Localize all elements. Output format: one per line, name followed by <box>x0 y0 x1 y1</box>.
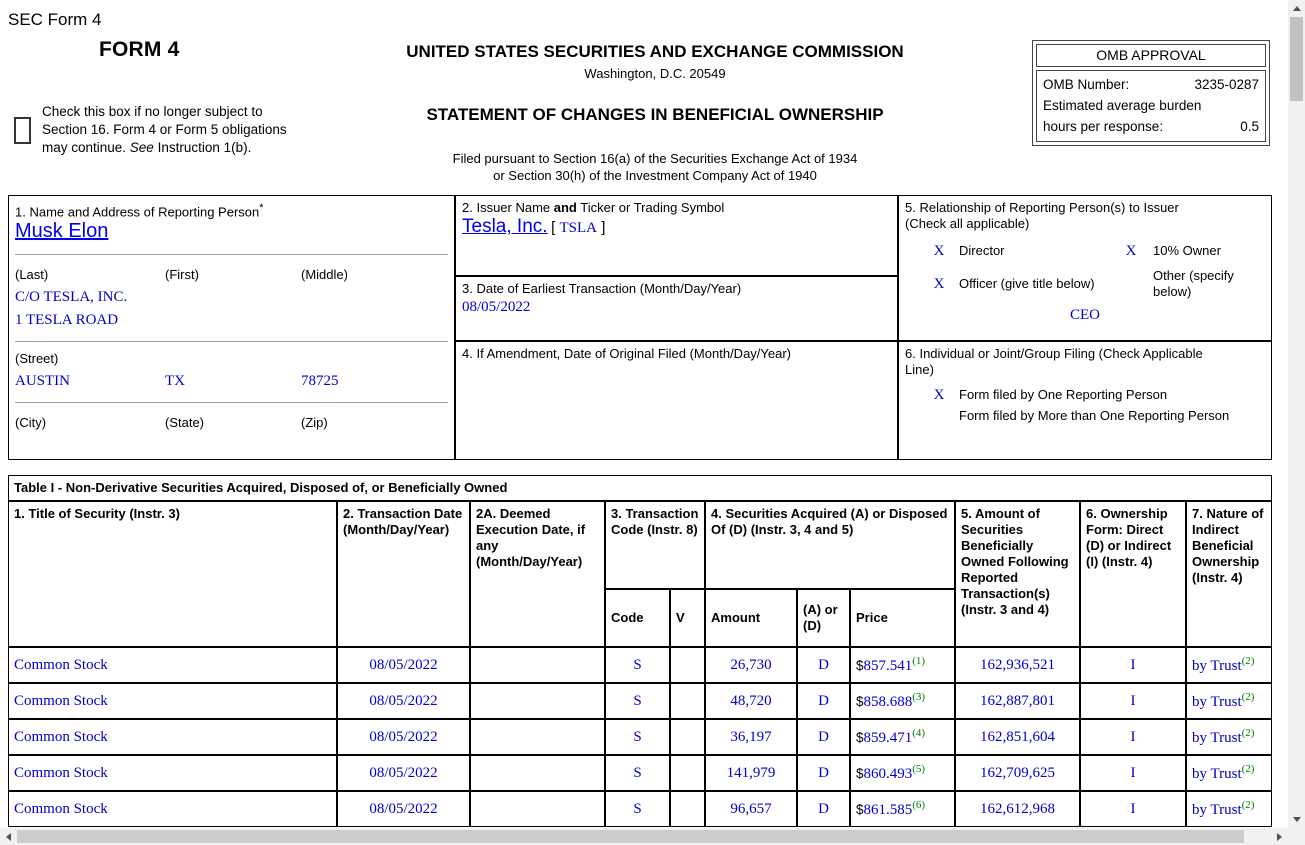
transaction-date-cell: 08/05/2022 <box>337 683 470 719</box>
issuer-label: 2. Issuer Name and Ticker or Trading Symbol <box>462 200 725 215</box>
amount-cell: 48,720 <box>705 683 797 719</box>
issuer-link[interactable]: Tesla, Inc. <box>462 216 548 237</box>
ownership-form-cell: I <box>1080 647 1186 683</box>
footnote-ref: (2) <box>1241 763 1255 775</box>
transaction-date-cell: 08/05/2022 <box>337 719 470 755</box>
deemed-execution-date-cell <box>470 755 605 791</box>
amount-cell: 96,657 <box>705 791 797 827</box>
shares-owned-cell: 162,612,968 <box>955 791 1080 827</box>
code-v-cell <box>670 647 705 683</box>
street-label: (Street) <box>15 351 59 367</box>
nature-indirect-cell: by Trust$^{(2)}$ <box>1186 719 1272 755</box>
subcol-v: V <box>670 589 705 647</box>
code-v-cell <box>670 755 705 791</box>
acquired-disposed-cell: D <box>797 719 850 755</box>
relationship-label: 5. Relationship of Reporting Person(s) to Issuer (Check all applicable) <box>905 200 1179 231</box>
issuer-value-line <box>462 216 891 237</box>
director-label: Director <box>959 243 1005 258</box>
address-line2: 1 TESLA ROAD <box>15 312 119 329</box>
horizontal-scrollbar[interactable] <box>0 828 1288 845</box>
ticker-wrap: [ TSLA ] <box>551 219 606 236</box>
identification-table <box>8 195 1272 460</box>
footnote-ref: (2) <box>1241 655 1255 667</box>
earliest-transaction-label: 3. Date of Earliest Transaction (Month/Day/Year) <box>462 281 742 296</box>
transaction-code-cell: S <box>605 755 670 791</box>
scroll-down-button[interactable] <box>1288 811 1305 828</box>
transaction-code-cell: S <box>605 719 670 755</box>
commission-address: Washington, D.C. 20549 <box>584 66 726 81</box>
footnote-ref: (3) <box>912 691 926 703</box>
checkbox-note-italic: See <box>129 140 154 155</box>
table-row <box>8 719 1272 755</box>
city-label: (City) <box>15 415 47 431</box>
price-cell: $857.541$^{(1)}$ <box>850 647 955 683</box>
scroll-right-button[interactable] <box>1271 828 1288 845</box>
checkbox-note-part2: Instruction 1(b). <box>153 140 252 155</box>
acquired-disposed-cell: D <box>797 683 850 719</box>
footnote-ref: (4) <box>912 727 926 739</box>
joint-label: Form filed by More than One Reporting Person <box>959 408 1230 423</box>
asterisk-note: * <box>259 202 264 214</box>
sec-form-label: SEC Form 4 <box>8 10 102 29</box>
table-row <box>8 647 1272 683</box>
amount-cell: 36,197 <box>705 719 797 755</box>
zip-label: (Zip) <box>301 415 328 431</box>
col-header-amount-owned: 5. Amount of Securities Beneficially Owned Following Reported Transaction(s) (Instr. 3 and 4) <box>955 501 1080 647</box>
security-title-cell: Common Stock <box>8 719 337 755</box>
deemed-execution-date-cell <box>470 719 605 755</box>
city-value: AUSTIN <box>15 373 70 390</box>
code-v-cell <box>670 791 705 827</box>
scroll-left-button[interactable] <box>0 828 17 845</box>
reporting-person-link[interactable]: Musk Elon <box>15 220 109 243</box>
checkbox-note-part1: Check this box if no longer subject to Section 16. Form 4 or Form 5 obligations may continue. <box>42 104 287 155</box>
state-label: (State) <box>165 415 205 431</box>
amendment-box <box>455 341 898 460</box>
subcol-a-or-d: (A) or (D) <box>797 589 850 647</box>
table1-title: Table I - Non-Derivative Securities Acquired, Disposed of, or Beneficially Owned <box>8 475 1272 501</box>
officer-checkmark[interactable]: X <box>933 276 945 292</box>
table-row <box>8 755 1272 791</box>
ten-percent-owner-label: 10% Owner <box>1153 243 1221 258</box>
subcol-price: Price <box>850 589 955 647</box>
col-header-transaction-code: 3. Transaction Code (Instr. 8) <box>605 501 705 589</box>
vertical-scrollbar[interactable] <box>1288 0 1305 828</box>
omb-approval-box <box>1032 40 1270 146</box>
omb-burden-label: Estimated average burden <box>1043 98 1202 113</box>
col-header-ownership-form: 6. Ownership Form: Direct (D) or Indirect (I) (Instr. 4) <box>1080 501 1186 647</box>
nature-indirect-cell: by Trust$^{(2)}$ <box>1186 683 1272 719</box>
first-label: (First) <box>165 267 199 283</box>
commission-title: UNITED STATES SECURITIES AND EXCHANGE COMMISSION <box>406 42 904 61</box>
form4-heading: FORM 4 <box>99 38 180 61</box>
footnote-ref: (2) <box>1241 727 1255 739</box>
zip-value: 78725 <box>301 373 339 390</box>
acquired-disposed-cell: D <box>797 647 850 683</box>
footnote-ref: (2) <box>1241 691 1255 703</box>
price-cell: $858.688$^{(3)}$ <box>850 683 955 719</box>
price-cell: $859.471$^{(4)}$ <box>850 719 955 755</box>
divider <box>15 254 448 255</box>
ticker-symbol: TSLA <box>559 220 598 236</box>
scrollbar-corner <box>1288 828 1305 845</box>
price-cell: $861.585$^{(6)}$ <box>850 791 955 827</box>
table1-non-derivative <box>8 475 1272 827</box>
filed-pursuant-line1: Filed pursuant to Section 16(a) of the Securities Exchange Act of 1934 <box>452 151 858 166</box>
scroll-right-icon <box>1277 833 1282 841</box>
price-cell: $860.493$^{(5)}$ <box>850 755 955 791</box>
col-header-transaction-date: 2. Transaction Date (Month/Day/Year) <box>337 501 470 647</box>
section16-checkbox[interactable] <box>14 117 31 144</box>
earliest-transaction-box <box>455 276 898 341</box>
currency-symbol: $ <box>856 802 864 817</box>
relationship-grid <box>919 243 1265 300</box>
table-row <box>8 683 1272 719</box>
relationship-box <box>898 195 1272 341</box>
ten-percent-owner-checkmark[interactable]: X <box>1125 243 1137 259</box>
subcol-code: Code <box>605 589 670 647</box>
acquired-disposed-cell: D <box>797 755 850 791</box>
issuer-box <box>455 195 898 276</box>
transaction-code-cell: S <box>605 647 670 683</box>
reporting-person-box <box>8 195 455 460</box>
ownership-form-cell: I <box>1080 755 1186 791</box>
col-header-nature-indirect: 7. Nature of Indirect Beneficial Ownership (Instr. 4) <box>1186 501 1272 647</box>
section16-checkbox-note <box>42 103 290 157</box>
officer-title-value: CEO <box>1070 307 1100 323</box>
currency-symbol: $ <box>856 658 864 673</box>
divider <box>15 341 448 342</box>
transaction-code-cell: S <box>605 683 670 719</box>
omb-number-value: 3235-0287 <box>1194 77 1259 92</box>
filing-type-label: 6. Individual or Joint/Group Filing (Check Applicable Line) <box>905 346 1203 377</box>
name-part-labels <box>15 267 448 283</box>
earliest-transaction-date: 08/05/2022 <box>462 299 531 315</box>
shares-owned-cell: 162,709,625 <box>955 755 1080 791</box>
code-v-cell <box>670 719 705 755</box>
omb-burden-value: 0.5 <box>1240 119 1259 134</box>
one-person-label: Form filed by One Reporting Person <box>959 387 1168 402</box>
deemed-execution-date-cell <box>470 647 605 683</box>
transaction-date-cell: 08/05/2022 <box>337 791 470 827</box>
security-title-cell: Common Stock <box>8 683 337 719</box>
table1-body <box>8 647 1272 827</box>
nature-indirect-cell: by Trust$^{(2)}$ <box>1186 755 1272 791</box>
acquired-disposed-cell: D <box>797 791 850 827</box>
reporting-person-label: 1. Name and Address of Reporting Person* <box>15 202 264 220</box>
middle-label: (Middle) <box>301 267 348 283</box>
omb-approval-body <box>1036 70 1266 142</box>
transaction-code-cell: S <box>605 791 670 827</box>
amendment-label: 4. If Amendment, Date of Original Filed (Month/Day/Year) <box>462 346 792 361</box>
security-title-cell: Common Stock <box>8 647 337 683</box>
last-label: (Last) <box>15 267 49 283</box>
subcol-amount: Amount <box>705 589 797 647</box>
vertical-scrollbar-thumb[interactable] <box>1290 17 1303 101</box>
section16-checkbox-block <box>14 103 304 157</box>
footnote-ref: (1) <box>912 655 926 667</box>
nature-indirect-cell: by Trust$^{(2)}$ <box>1186 647 1272 683</box>
deemed-execution-date-cell <box>470 683 605 719</box>
footnote-ref: (5) <box>912 763 926 775</box>
scroll-down-icon <box>1293 817 1301 822</box>
code-v-cell <box>670 683 705 719</box>
shares-owned-cell: 162,851,604 <box>955 719 1080 755</box>
filing-type-box <box>898 341 1272 460</box>
address-line1: C/O TESLA, INC. <box>15 289 128 306</box>
nature-indirect-cell: by Trust$^{(2)}$ <box>1186 791 1272 827</box>
shares-owned-cell: 162,887,801 <box>955 683 1080 719</box>
transaction-date-cell: 08/05/2022 <box>337 647 470 683</box>
scroll-left-icon <box>6 833 11 841</box>
omb-number-label: OMB Number: <box>1043 77 1130 92</box>
col-header-deemed-date: 2A. Deemed Execution Date, if any (Month/Day/Year) <box>470 501 605 647</box>
scroll-up-icon <box>1293 6 1301 11</box>
deemed-execution-date-cell <box>470 791 605 827</box>
center-header <box>330 42 980 184</box>
currency-symbol: $ <box>856 766 864 781</box>
amount-cell: 141,979 <box>705 755 797 791</box>
city-state-zip-values <box>15 373 448 389</box>
filing-type-grid <box>919 387 1265 424</box>
shares-owned-cell: 162,936,521 <box>955 647 1080 683</box>
statement-title: STATEMENT OF CHANGES IN BENEFICIAL OWNERSHIP <box>426 105 884 124</box>
security-title-cell: Common Stock <box>8 791 337 827</box>
ownership-form-cell: I <box>1080 719 1186 755</box>
divider <box>15 402 448 403</box>
transaction-date-cell: 08/05/2022 <box>337 755 470 791</box>
currency-symbol: $ <box>856 730 864 745</box>
state-value: TX <box>165 373 185 390</box>
col-header-security: 1. Title of Security (Instr. 3) <box>8 501 337 647</box>
horizontal-scrollbar-thumb[interactable] <box>17 830 1244 843</box>
filed-pursuant-line2: or Section 30(h) of the Investment Company Act of 1940 <box>493 168 817 183</box>
footnote-ref: (6) <box>912 799 926 811</box>
one-person-checkmark[interactable]: X <box>933 387 945 403</box>
amount-cell: 26,730 <box>705 647 797 683</box>
scroll-up-button[interactable] <box>1288 0 1305 17</box>
omb-burden-label2: hours per response: <box>1043 119 1164 134</box>
currency-symbol: $ <box>856 694 864 709</box>
filed-pursuant <box>330 150 980 184</box>
table-row <box>8 791 1272 827</box>
footnote-ref: (2) <box>1241 799 1255 811</box>
ownership-form-cell: I <box>1080 683 1186 719</box>
director-checkmark[interactable]: X <box>933 243 945 259</box>
city-state-zip-labels <box>15 415 448 431</box>
ownership-form-cell: I <box>1080 791 1186 827</box>
officer-label: Officer (give title below) <box>959 276 1095 291</box>
col-header-securities-acquired: 4. Securities Acquired (A) or Disposed Of (D) (Instr. 3, 4 and 5) <box>705 501 955 589</box>
other-label: Other (specify below) <box>1153 268 1234 299</box>
omb-approval-title: OMB APPROVAL <box>1036 44 1266 67</box>
security-title-cell: Common Stock <box>8 755 337 791</box>
